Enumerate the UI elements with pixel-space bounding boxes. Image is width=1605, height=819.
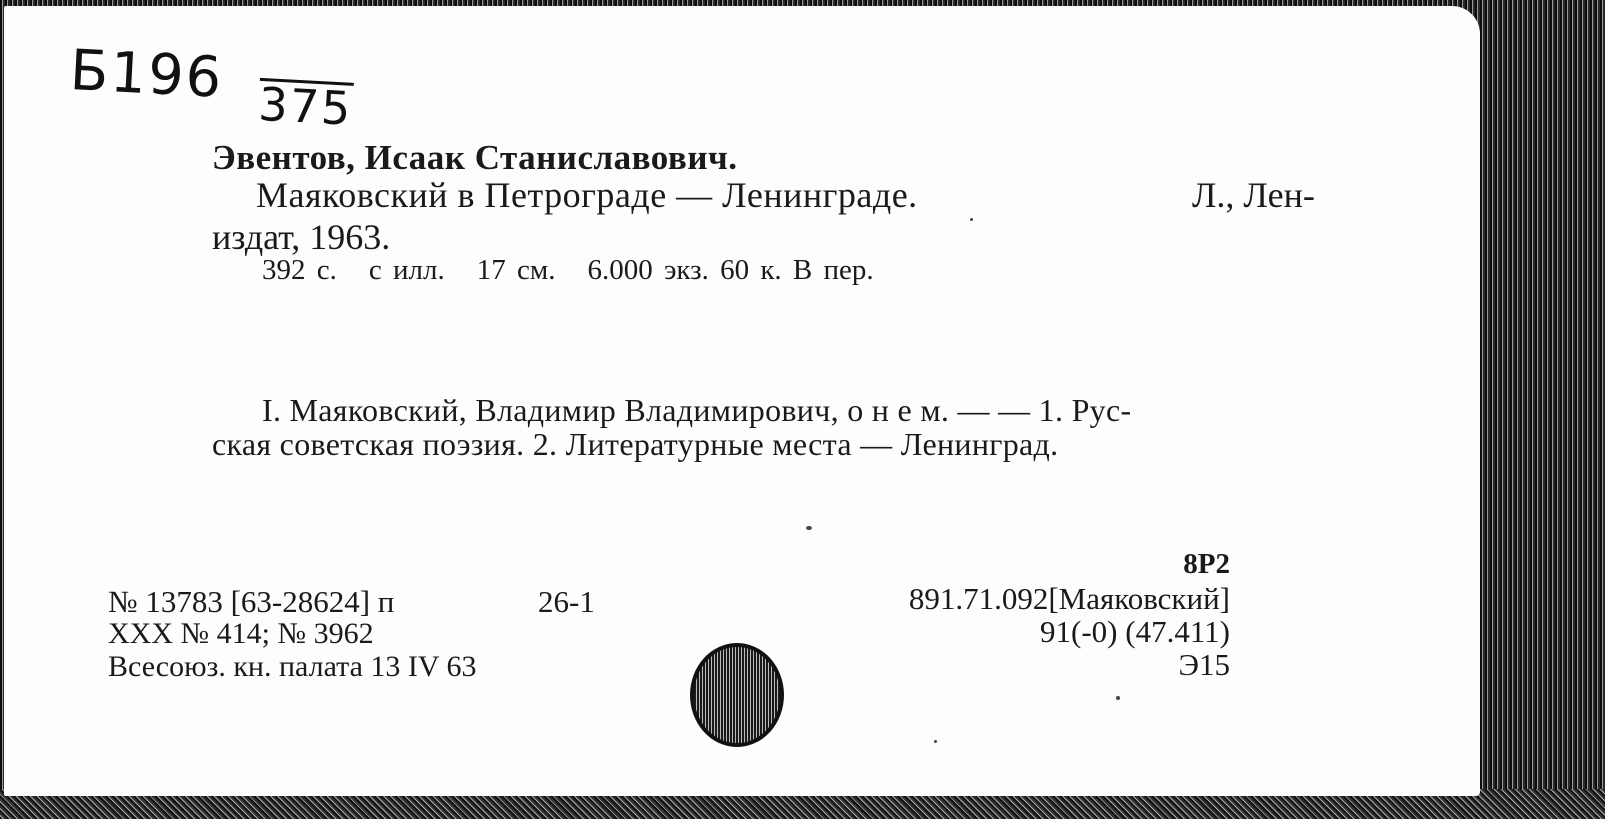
author-heading: Эвентов, Исаак Станиславович.	[212, 138, 738, 177]
handwritten-shelfmark	[68, 38, 354, 136]
ink-speck	[934, 740, 937, 743]
shelfmark-main: Б196	[68, 38, 225, 111]
registration-line-3: Всесоюз. кн. палата 13 IV 63	[108, 650, 477, 683]
catalog-card	[4, 6, 1480, 796]
punch-hole	[690, 643, 784, 747]
size: 17 см.	[476, 254, 556, 286]
classification-block	[909, 546, 1230, 681]
ink-speck	[806, 526, 812, 530]
illustrations: с илл.	[368, 254, 445, 286]
ink-speck	[1116, 696, 1120, 700]
udc-index: 891.71.092[Маяковский]	[908, 581, 1230, 616]
title-line-2: издат, 1963.	[212, 217, 391, 257]
ink-speck	[970, 218, 973, 221]
copies-price: 6.000 экз. 60 к. В пер.	[587, 254, 874, 286]
title-line-1: Маяковский в Петрограде — Ленинграде.	[256, 175, 918, 215]
registration-line-1	[108, 584, 595, 620]
pages: 392 с.	[262, 254, 337, 286]
bbk-index: 91(-0) (47.411)	[1040, 614, 1230, 649]
registration-number: № 13783 [63-28624] п	[108, 584, 395, 619]
shelfmark-fraction: 375	[257, 76, 354, 136]
author-mark: Э15	[1178, 647, 1230, 682]
publisher-line-1: Л., Лен-	[1192, 175, 1315, 215]
subjects-line-1: I. Маяковский, Владимир Владимирович, о н е м. — — 1. Рус-	[262, 392, 1132, 428]
physical-description	[262, 254, 906, 287]
classification-code: 8Р2	[1183, 548, 1230, 580]
registration-suffix: 26-1	[538, 584, 595, 619]
registration-line-2: XXX № 414; № 3962	[108, 617, 374, 650]
subjects-line-2: ская советская поэзия. 2. Литературные места — Ленинград.	[212, 426, 1059, 462]
